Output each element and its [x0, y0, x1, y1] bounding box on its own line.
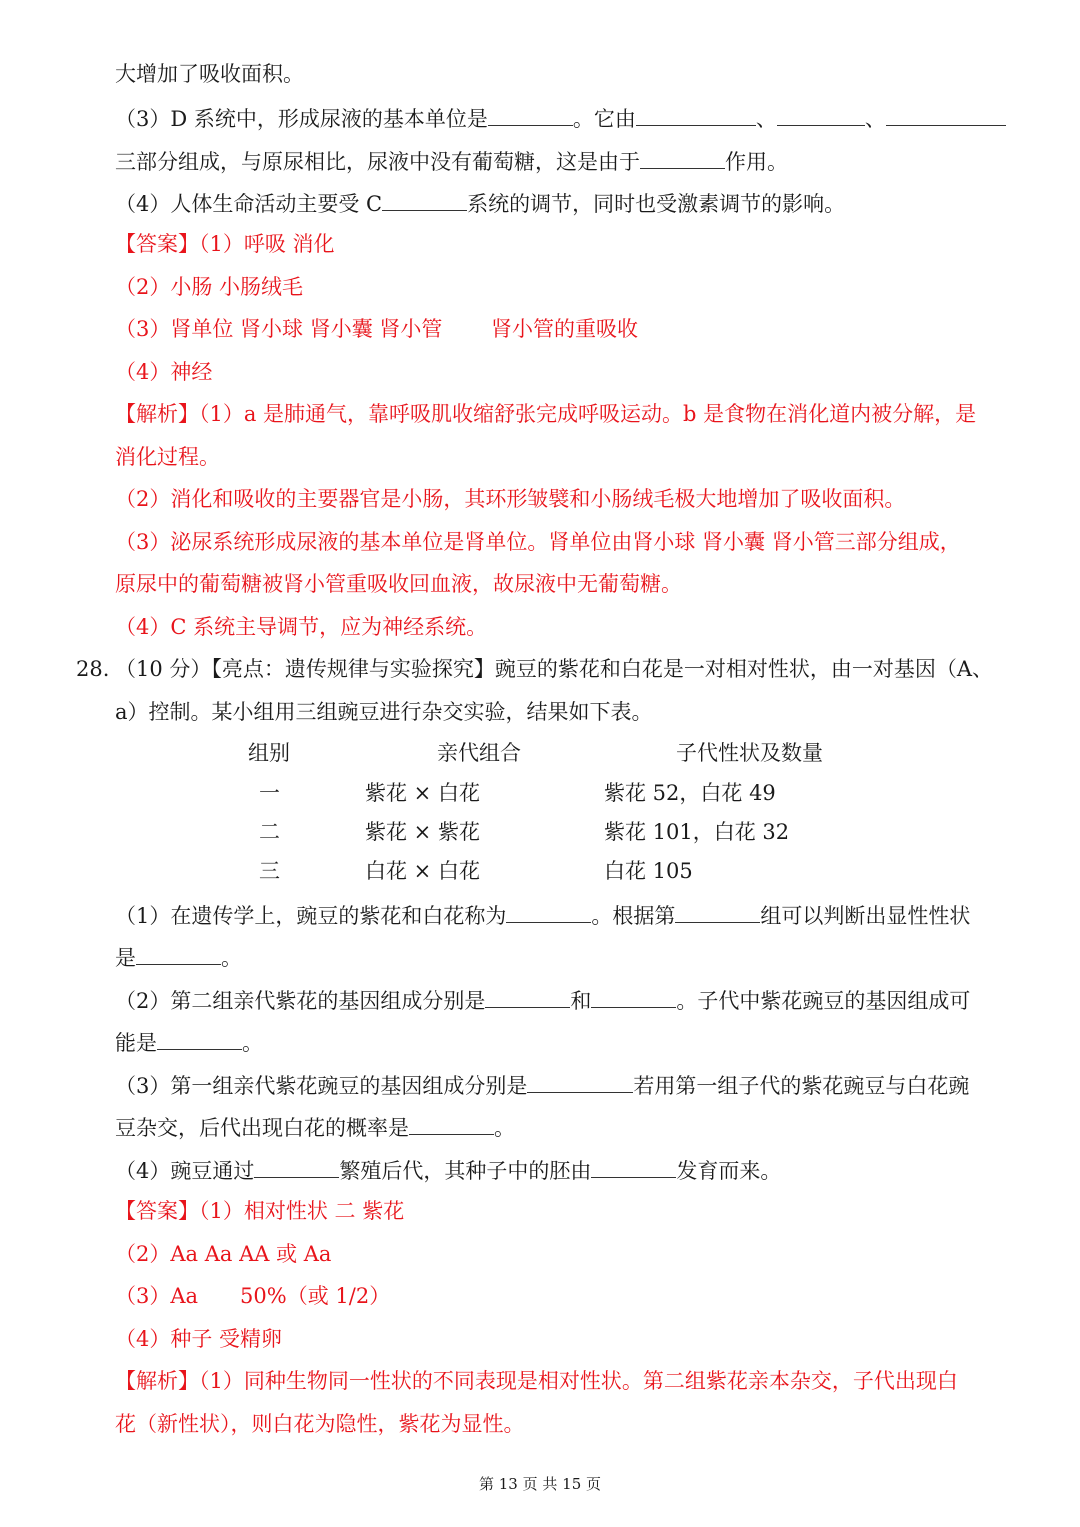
answer-label: 【答案】	[115, 1199, 199, 1223]
table-cell: 三	[259, 859, 280, 883]
text-line: a）控制。某小组用三组豌豆进行杂交实验，结果如下表。	[115, 700, 653, 724]
table-cell: 一	[259, 781, 280, 805]
table-cell: 紫花 52，白花 49	[604, 781, 776, 805]
table-cell: 紫花 × 紫花	[365, 820, 480, 844]
table-header-offspring: 子代性状及数量	[676, 741, 823, 765]
total-page-count: 15	[562, 1475, 582, 1493]
current-page-number: 13	[498, 1475, 518, 1493]
explanation-section: 【解析】（1）a 是肺通气，靠呼吸肌收缩舒张完成呼吸运动。b 是食物在消化道内被分解，是	[115, 402, 977, 426]
explanation-line: 花（新性状），则白花为隐性，紫花为显性。	[115, 1412, 525, 1436]
answer-label: 【答案】	[115, 232, 199, 256]
table-cell: 白花 × 白花	[365, 859, 480, 883]
text-line: 豆杂交，后代出现白花的概率是 。	[115, 1112, 515, 1140]
text-line: 三部分组成，与原尿相比，尿液中没有葡萄糖，这是由于 作用。	[115, 146, 788, 174]
question-28-part1: （1）在遗传学上，豌豆的紫花和白花称为 。根据第 组可以判断出显性性状	[115, 900, 970, 928]
question-28-number: 28.	[76, 657, 110, 681]
answer-blank[interactable]	[136, 942, 221, 965]
explanation-line: （2）消化和吸收的主要器官是小肠，其环形皱襞和小肠绒毛极大地增加了吸收面积。	[115, 487, 906, 511]
answer-blank[interactable]	[636, 103, 756, 126]
answer-blank[interactable]	[254, 1155, 339, 1178]
explanation-line: （4）C 系统主导调节，应为神经系统。	[115, 615, 488, 639]
question-27-part4: （4）人体生命活动主要受 C 系统的调节，同时也受激素调节的影响。	[115, 188, 845, 216]
question-28-intro: （10 分）【亮点：遗传规律与实验探究】豌豆的紫花和白花是一对相对性状，由一对基因（A、	[115, 657, 994, 681]
answer-line: （2）小肠 小肠绒毛	[115, 275, 304, 299]
answer-blank[interactable]	[506, 900, 591, 923]
answer-blank[interactable]	[409, 1112, 494, 1135]
answer-blank[interactable]	[675, 900, 760, 923]
explanation-label: 【解析】	[115, 1369, 199, 1393]
table-cell: 白花 105	[604, 859, 693, 883]
question-27-part3: （3）D 系统中，形成尿液的基本单位是 。它由 、 、	[115, 103, 1006, 131]
explanation-line: （3）泌尿系统形成尿液的基本单位是肾单位。肾单位由肾小球 肾小囊 肾小管三部分组成，	[115, 530, 961, 554]
page-footer: 第 13 页 共 15 页	[478, 1475, 602, 1493]
answer-blank[interactable]	[591, 1155, 676, 1178]
text-line: 是 。	[115, 942, 242, 970]
answer-line: （2）Aa Aa AA 或 Aa	[115, 1242, 332, 1266]
answer-section: 【答案】（1）相对性状 二 紫花	[115, 1199, 405, 1223]
answer-line: （4）神经	[115, 360, 213, 384]
table-cell: 二	[259, 820, 280, 844]
explanation-label: 【解析】	[115, 402, 199, 426]
answer-section: 【答案】（1）呼吸 消化	[115, 232, 335, 256]
answer-blank[interactable]	[488, 103, 573, 126]
answer-blank[interactable]	[157, 1027, 242, 1050]
answer-blank[interactable]	[777, 103, 865, 126]
answer-line: （4）种子 受精卵	[115, 1327, 283, 1351]
table-header-parents: 亲代组合	[437, 741, 521, 765]
answer-blank[interactable]	[382, 188, 467, 211]
answer-blank[interactable]	[886, 103, 1006, 126]
text-line: 大增加了吸收面积。	[115, 62, 304, 86]
table-cell: 紫花 101，白花 32	[604, 820, 790, 844]
explanation-line: 原尿中的葡萄糖被肾小管重吸收回血液，故尿液中无葡萄糖。	[115, 572, 682, 596]
answer-line: （3）Aa 50%（或 1/2）	[115, 1284, 391, 1308]
question-28-part2: （2）第二组亲代紫花的基因组成分别是 和 。子代中紫花豌豆的基因组成可	[115, 985, 970, 1013]
answer-blank[interactable]	[591, 985, 676, 1008]
table-cell: 紫花 × 白花	[365, 781, 480, 805]
text-line: 能是 。	[115, 1027, 263, 1055]
explanation-section: 【解析】（1）同种生物同一性状的不同表现是相对性状。第二组紫花亲本杂交，子代出现白	[115, 1369, 958, 1393]
answer-line: （3）肾单位 肾小球 肾小囊 肾小管 肾小管的重吸收	[115, 317, 639, 341]
question-28-part4: （4）豌豆通过 繁殖后代，其种子中的胚由 发育而来。	[115, 1155, 781, 1183]
table-header-group: 组别	[248, 741, 290, 765]
answer-blank[interactable]	[485, 985, 570, 1008]
answer-blank[interactable]	[527, 1070, 633, 1093]
question-28-part3: （3）第一组亲代紫花豌豆的基因组成分别是 若用第一组子代的紫花豌豆与白花豌	[115, 1070, 969, 1098]
answer-blank[interactable]	[640, 146, 725, 169]
explanation-line: 消化过程。	[115, 445, 220, 469]
